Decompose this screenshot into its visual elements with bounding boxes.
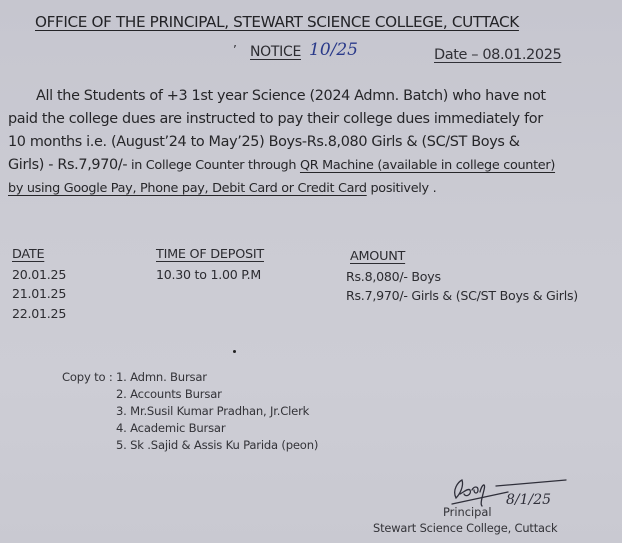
amount-header: AMOUNT [350,249,406,264]
college-name: Stewart Science College, Cuttack [373,521,558,535]
body-line-4 [8,154,613,177]
notice-label: NOTICE [250,44,301,60]
copy-to-item: 4. Academic Bursar [116,421,226,435]
time-column [156,245,264,284]
notice-number: 10/25 [309,40,358,60]
amount-column [346,247,578,306]
date-row: 20.01.25 [12,266,67,282]
time-value: 10.30 to 1.00 P.M [156,266,261,282]
signature-date: 8/1/25 [506,492,552,508]
date-row: 21.01.25 [12,286,67,301]
copy-to-item: 3. Mr.Susil Kumar Pradhan, Jr.Clerk [116,404,310,418]
amount-row: Rs.7,970/- Girls & (SC/ST Boys & Girls) [346,288,578,303]
copy-to-item: 2. Accounts Bursar [116,387,222,401]
date-row: 22.01.25 [12,305,67,321]
principal-designation: Principal [443,505,492,519]
notice-date: Date – 08.01.2025 [434,47,562,63]
amount-row: Rs.8,080/- Boys [346,268,441,284]
body-line-3: 10 months i.e. (August’24 to May’25) Boys-Rs.8,080 Girls & (SC/ST Boys & [8,134,520,150]
body-line-2: paid the college dues are instructed to pay their college dues immediately for [8,111,543,127]
pen-mark: ’ [233,43,237,57]
copy-to-list [116,369,318,454]
ink-speck [233,350,236,353]
date-header: DATE [12,247,45,262]
copy-to-item: 1. Admn. Bursar [116,370,207,384]
copy-to-item: 5. Sk .Sajid & Assis Ku Parida (peon) [116,438,319,452]
time-header: TIME OF DEPOSIT [156,247,264,262]
counter-text: in College Counter through [127,158,300,173]
notice-body [8,85,613,200]
body-line-5 [8,177,613,200]
body-line-5-suffix: positively . [366,181,437,196]
girls-fee: Girls) - Rs.7,970/- [8,157,128,173]
office-title: OFFICE OF THE PRINCIPAL, STEWART SCIENCE COLLEGE, CUTTACK [35,13,519,31]
copy-to-label: Copy to : [62,370,113,384]
payment-methods: by using Google Pay, Phone pay, Debit Card or Credit Card [8,181,367,196]
date-column [12,245,66,323]
qr-machine-text: QR Machine (available in college counter) [299,158,556,173]
body-line-1: All the Students of +3 1st year Science (2024 Admn. Batch) who have not [36,88,546,104]
